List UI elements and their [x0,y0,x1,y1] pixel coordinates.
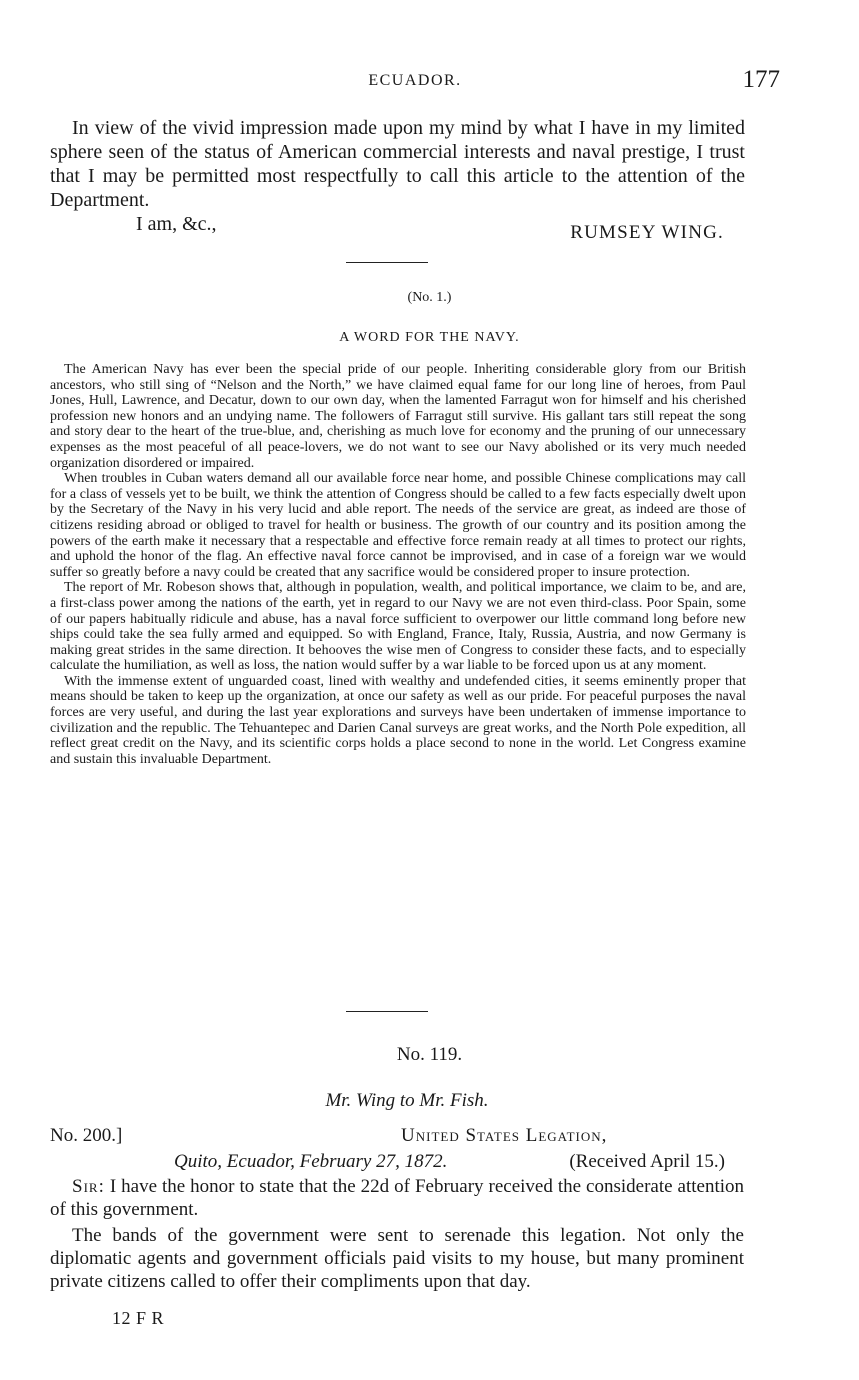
printer-signature-mark: 12 F R [112,1308,165,1328]
document-number: No. 119. [396,1044,463,1065]
dispatch-number: No. 200.] [50,1125,123,1146]
page-number: 177 [742,66,780,93]
article-paragraph: With the immense extent of unguarded coast, lined with wealthy and undefended cities, it seems eminently proper that means should be taken to keep up the organization, at once our safety as well as our pride. For peaceful purposes the naval forces are very useful, and during the last year explorations and surveys have been undertaken of immense importance to civilization and the republic. The Tehuantepec and Darien Canal surveys are great works, and the North Pole expedition, all reflect great credit on the Navy, and its scientific corps holds a place second to none in the world. Let Congress examine and sustain this invaluable Department. [50,673,746,767]
enclosure-article [50,362,746,767]
enclosure-title: A WORD FOR THE NAVY. [339,330,520,345]
article-paragraph: The American Navy has ever been the special pride of our people. Inheriting considerable glory from our British ancestors, who still sing of “Nelson and the North,” we have claimed equal fame for our long line of heroes, from Paul Jones, Hull, Lawrence, and Decatur, down to our own day, when the lamented Farragut won for himself and his cherished profession new honors and an undying name. The followers of Farragut still survive. His gallant tars still repeat the song and story dear to the heart of the true-blue, and, cherishing as much love for economy and the pruning of our unnecessary expenses as the most peaceful of all peace-lovers, we do not want to see our Navy abolished or its very much needed organization disordered or impaired. [50,362,746,471]
article-paragraph: The report of Mr. Robeson shows that, although in population, wealth, and political importance, we claim to be, and are, a first-class power among the nations of the earth, yet in regard to our Navy we are not even third-class. Poor Spain, some of our papers habitually ridicule and abuse, has a naval force sufficient to overpower our little command long before new ships could take the sea fully armed and equipped. So with England, France, Italy, Russia, Austria, and now Germany is making great strides in the same direction. It behooves the wise men of Congress to consider these facts, and to especially calculate the humiliation, as well as loss, the nation would suffer by a war liable to be forced upon us at any moment. [50,580,746,674]
section-divider [346,1011,428,1012]
correspondence-heading: Mr. Wing to Mr. Fish. [325,1090,489,1111]
enclosure-number: (No. 1.) [407,290,452,305]
signature: RUMSEY WING. [570,222,724,243]
letter-paragraph [50,1175,744,1221]
letter-closing: I am, &c., [136,213,217,235]
running-title: ECUADOR. [368,72,462,89]
section-divider [346,262,428,263]
letter-paragraph: The bands of the government were sent to serenade this legation. Not only the diplomatic agents and government officials paid visits to my house, but many prominent private citizens called to offer their compliments upon that day. [50,1225,744,1292]
letter-body [50,1175,744,1296]
article-paragraph: When troubles in Cuban waters demand all our available force near home, and possible Chinese complications may call for a class of vessels yet to be built, we think the attention of Congress should be called to a few facts especially dwelt upon by the Secretary of the Navy in his very lucid and able report. The needs of the service are great, as indeed are those of citizens residing abroad or obliged to travel for health or business. The growth of our country and its position among the powers of the earth make it necessary that a respectable and effective force remain ready at all times to protect our rights, and uphold the honor of the flag. An effective naval force cannot be improvised, and in case of a foreign war we would suffer so greatly before a navy could be created that any sacrifice would be considered proper to insure protection. [50,471,746,580]
salutation: Sir: [72,1176,105,1197]
lead-paragraph-block [50,116,745,236]
dispatch-header [50,1125,725,1177]
letter-paragraph-text: I have the honor to state that the 22d of February received the considerate attention of this government. [50,1176,744,1220]
received-date: (Received April 15.) [569,1151,725,1172]
page-header [50,66,780,96]
place-date: Quito, Ecuador, February 27, 1872. [174,1151,448,1172]
lead-paragraph: In view of the vivid impression made upon my mind by what I have in my limited sphere seen of the status of American commercial interests and naval prestige, I trust that I may be permitted most respectfully to call this article to the attention of the Department. [50,117,745,211]
legation-name: United States Legation, [401,1125,608,1146]
